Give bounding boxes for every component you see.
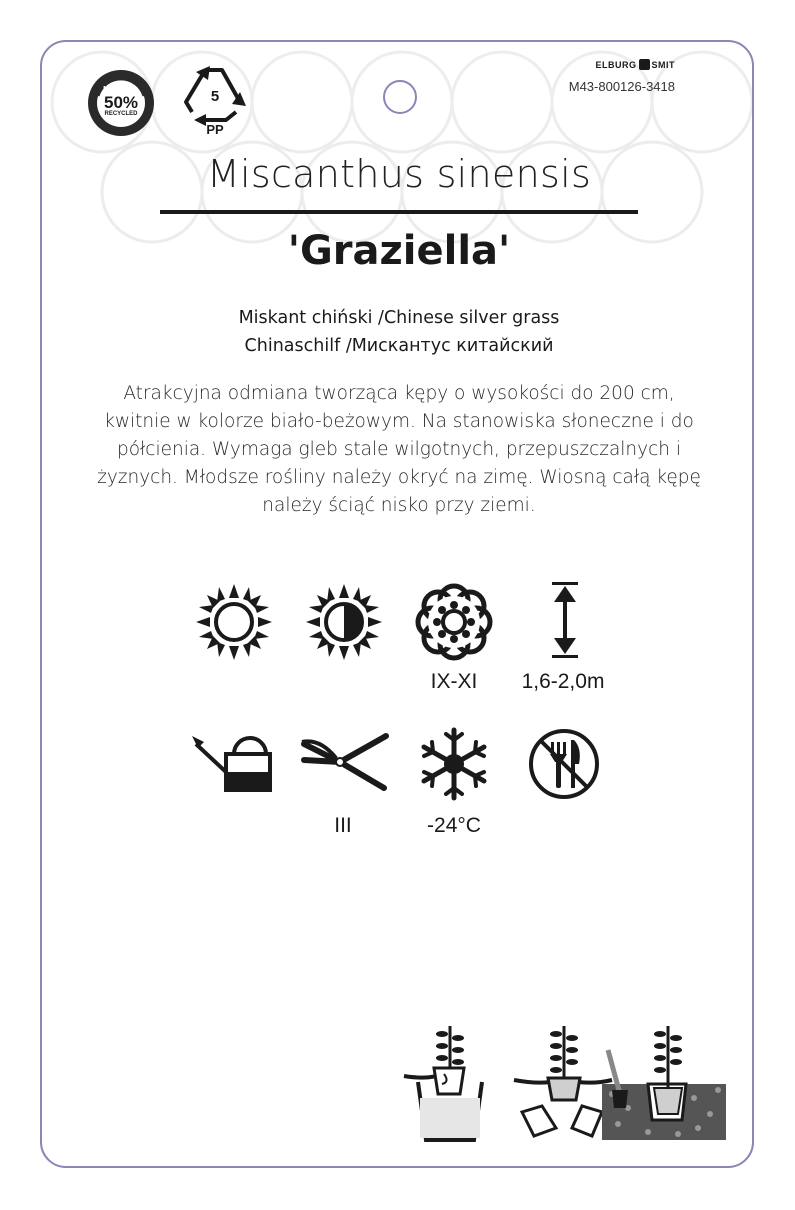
height-icon (542, 580, 588, 660)
half-shade-icon (304, 582, 384, 662)
frost-hardiness-icon (416, 726, 492, 802)
product-code: M43-800126-3418 (568, 79, 675, 94)
brand-name-right: SMIT (651, 60, 675, 70)
pruning-label: III (334, 814, 352, 837)
common-name-line: Chinaschilf /Мискантус китайский (244, 336, 554, 356)
plant-label-card (40, 40, 754, 1168)
description-line: żyznych. Młodsze rośliny należy okryć na zimę. Wiosną całą kępę (97, 467, 701, 488)
badge-line2: 50% (103, 93, 139, 112)
flowering-label: IX-XI (430, 670, 478, 693)
cultivar-name: 'Graziella' (287, 228, 511, 274)
flowering-icon (414, 582, 494, 662)
badge-line3: RECYCLED (104, 111, 138, 117)
title-divider (160, 210, 638, 214)
badge-line1: MATERIAL (103, 86, 139, 93)
brand-name-left: ELBURG (595, 60, 637, 70)
description-line: półcienia. Wymaga gleb stale wilgotnych, przepuszczalnych i (116, 439, 682, 460)
full-sun-icon (194, 582, 274, 662)
watering-can-icon (190, 732, 282, 794)
planting-step-3-icon (598, 1024, 728, 1142)
brand-logo (517, 60, 675, 71)
recycle-number: 5 (210, 88, 220, 105)
recycled-badge-text (86, 68, 156, 138)
height-label: 1,6-2,0m (521, 670, 605, 693)
common-name-line: Miskant chiński /Chinese silver grass (238, 308, 560, 328)
not-edible-icon (526, 726, 602, 802)
description-line: należy ściąć nisko przy ziemi. (262, 495, 536, 516)
latin-name: Miscanthus sinensis (206, 152, 592, 196)
planting-step-1-icon (398, 1024, 502, 1142)
hang-hole (383, 80, 417, 114)
frost-label: -24°C (427, 814, 481, 837)
description-line: kwitnie w kolorze biało-beżowym. Na stanowiska słoneczne i do (104, 411, 694, 432)
description (72, 380, 726, 520)
pruning-shears-icon (300, 732, 390, 794)
description-line: Atrakcyjna odmiana tworząca kępy o wysokości do 200 cm, (123, 383, 675, 404)
recycle-material: PP (206, 122, 224, 137)
brand-mark-icon (639, 59, 650, 70)
common-names (42, 304, 754, 360)
